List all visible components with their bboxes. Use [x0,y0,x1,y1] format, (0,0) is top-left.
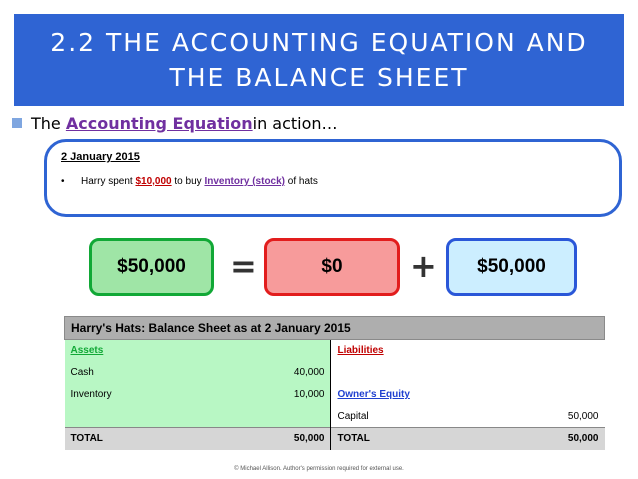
intro-prefix: The [31,113,61,133]
balance-sheet-table [64,316,605,450]
balance-sheet-title: Harry's Hats: Balance Sheet as at 2 January 2015 [65,317,605,340]
slide-header [14,14,624,106]
inventory-value: 10,000 [194,384,331,406]
table-row [65,406,605,428]
cash-label: Cash [65,362,195,384]
total-label-right: TOTAL [331,428,468,450]
equals-sign: = [230,247,257,285]
cash-value: 40,000 [194,362,331,384]
transaction-date: 2 January 2015 [61,151,140,163]
transaction-box [44,139,622,217]
intro-suffix: in action… [252,113,338,133]
liabilities-equation-box: $0 [264,238,400,296]
equity-equation-box: $50,000 [446,238,577,296]
desc-text-1: Harry spent [81,176,136,187]
transaction-description [61,176,318,187]
square-bullet-icon [12,118,22,128]
amount-link[interactable]: $10,000 [135,176,172,187]
slide-title: 2.2 THE ACCOUNTING EQUATION AND THE BALANCE SHEET [50,28,588,92]
intro-bullet [12,112,338,134]
accounting-equation-link[interactable]: Accounting Equation [65,113,253,133]
desc-text-3: of hats [285,176,318,187]
liabilities-header: Liabilities [337,345,384,357]
total-label-left: TOTAL [65,428,195,450]
total-row [65,428,605,450]
capital-label: Capital [337,410,369,422]
total-value-right: 50,000 [468,428,605,450]
plus-sign: + [410,247,437,285]
table-row [65,340,605,362]
owners-equity-header: Owner's Equity [337,389,410,400]
table-row [65,384,605,406]
desc-text-2: to buy [171,176,205,187]
total-value-left: 50,000 [194,428,331,450]
balance-sheet-title-row [65,317,605,340]
capital-value: 50,000 [567,410,599,422]
inventory-link[interactable]: Inventory (stock) [204,176,286,187]
assets-equation-box: $50,000 [89,238,214,296]
inventory-label: Inventory [65,384,195,406]
assets-header: Assets [65,340,195,362]
copyright-footer: © Michael Allison. Author's permission required for external use. [234,466,404,472]
bullet-dot: • [61,176,65,187]
table-row [65,362,605,384]
